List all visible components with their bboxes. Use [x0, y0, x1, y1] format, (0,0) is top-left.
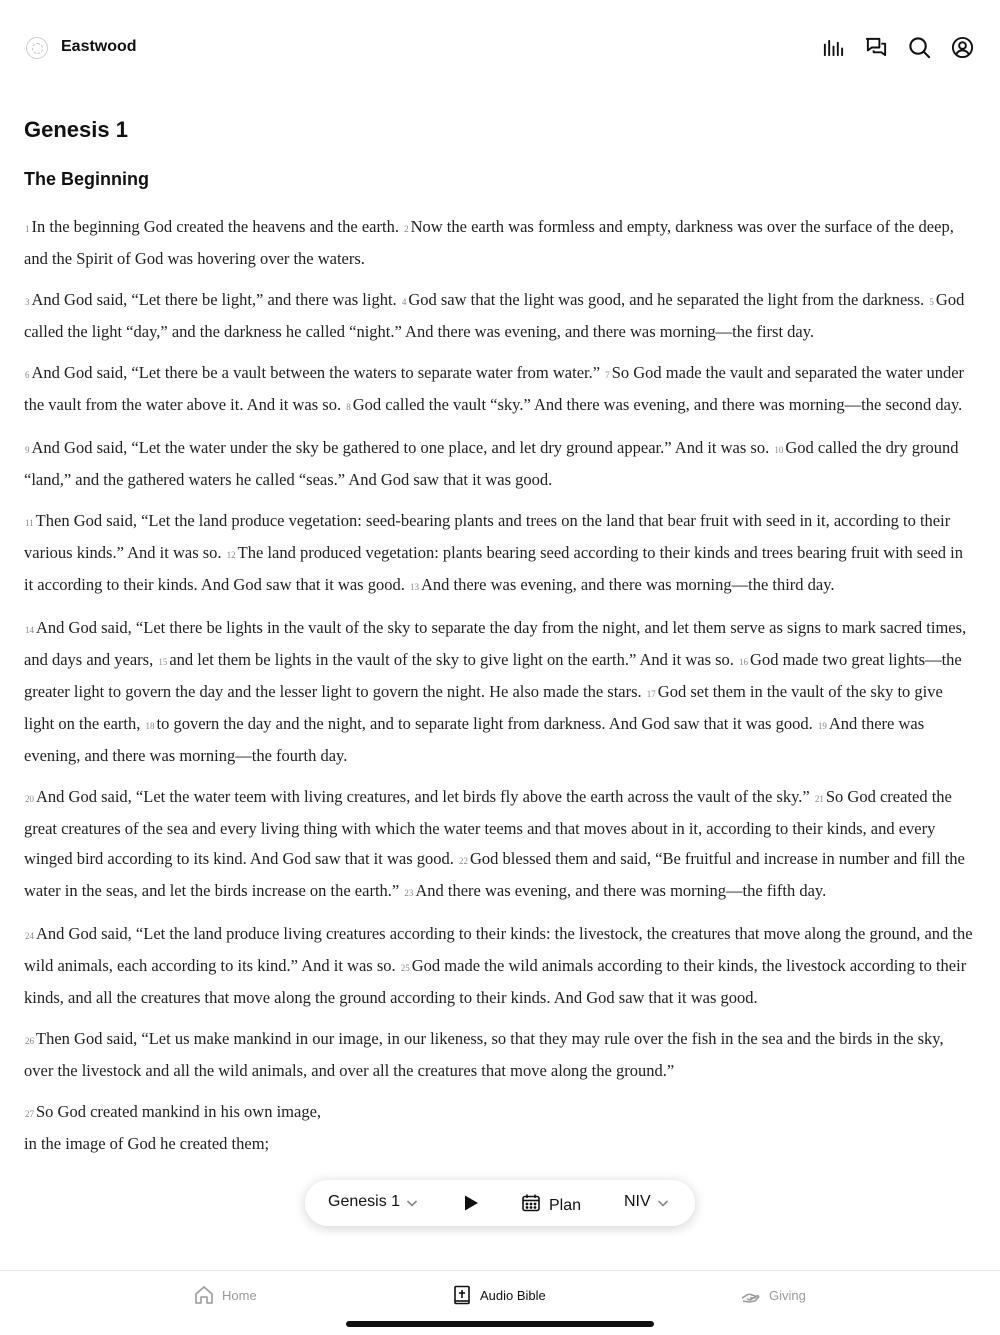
bible-reader[interactable] [24, 112, 976, 1270]
tab-audio-bible-label: Audio Bible [480, 1287, 546, 1303]
section-heading: The Beginning [24, 169, 149, 189]
verse-text[interactable]: And God said, “Let the land produce living creatures according to their kinds: the livestock, the creatures that move along the ground, and the wild animals, each according to its kind.” And it was so. [24, 924, 973, 975]
chevron-down-icon [406, 1196, 418, 1208]
verse-number[interactable]: 14 [25, 625, 34, 635]
bible-icon [452, 1285, 472, 1305]
poetry-line[interactable]: in the image of God he created them; [24, 1134, 270, 1153]
plan-button[interactable] [521, 1193, 581, 1218]
paragraph [24, 433, 976, 495]
verse-number[interactable]: 16 [739, 657, 749, 667]
verse-text[interactable]: Then God said, “Let us make mankind in our image, in our likeness, so that they may rule over the fish in the sea and the birds in the sky, over the livestock and all the wild animals, and over all the creatures that move along the ground.” [24, 1029, 944, 1080]
verse-number[interactable]: 12 [226, 550, 236, 560]
verse-number[interactable]: 22 [459, 856, 468, 866]
verse-text[interactable]: to govern the day and the night, and to separate light from darkness. And God saw that it was good. [156, 714, 813, 733]
paragraph [24, 212, 976, 274]
verse-number[interactable]: 23 [404, 888, 414, 898]
verse-text[interactable]: So God created the great creatures of the sea and every living thing with which the water teems and that moves about in it, according to their kinds, and every winged bird according to its kind. And God saw that it was good. [24, 787, 952, 868]
verse-text[interactable]: And God said, “Let the water under the sky be gathered to one place, and let dry ground appear.” And it was so. [31, 438, 770, 457]
tab-home-label: Home [222, 1287, 257, 1303]
tab-audio-bible[interactable] [452, 1285, 546, 1305]
verse-number[interactable]: 13 [409, 582, 419, 592]
verse-number[interactable]: 2 [404, 224, 409, 234]
verse-text[interactable]: God blessed them and said, “Be fruitful and increase in number and fill the water in the seas, and let the birds increase on the earth.” [24, 849, 965, 900]
verse-number[interactable]: 24 [25, 931, 34, 941]
verse-text[interactable]: God made the wild animals according to their kinds, the livestock according to their kinds, and all the creatures that move along the ground according to their kinds. And God saw that it was good. [24, 956, 967, 1007]
verse-number[interactable]: 3 [25, 297, 30, 307]
verse-text[interactable]: The land produced vegetation: plants bearing seed according to their kinds and trees bearing fruit with seed in it according to their kinds. And God saw that it was good. [24, 543, 963, 594]
paragraph [24, 358, 976, 422]
calendar-icon [521, 1193, 541, 1218]
verse-number[interactable]: 1 [25, 224, 30, 234]
verse-number[interactable]: 15 [158, 657, 168, 667]
verse-text[interactable]: God called the vault “sky.” And there was evening, and there was morning—the second day. [352, 395, 963, 414]
tab-home[interactable] [194, 1285, 257, 1305]
verse-number[interactable]: 27 [25, 1109, 34, 1119]
verse-text[interactable]: And God said, “Let the water teem with living creatures, and let birds fly above the earth across the vault of the sky.” [36, 787, 810, 806]
verse-text[interactable]: God set them in the vault of the sky to give light on the earth, [24, 682, 943, 733]
verse-text[interactable]: God saw that the light was good, and he separated the light from the darkness. [408, 290, 925, 309]
verse-text[interactable]: And there was evening, and there was morning—the fifth day. [415, 881, 827, 900]
brand-name[interactable]: Eastwood [61, 38, 137, 55]
church-logo-icon[interactable] [26, 37, 48, 59]
verse-text[interactable]: God called the dry ground “land,” and the gathered waters he called “seas.” And God saw that it was good. [24, 438, 959, 489]
verse-number[interactable]: 20 [25, 794, 34, 804]
verse-text[interactable]: and let them be lights in the vault of the sky to give light on the earth.” And it was so. [169, 650, 734, 669]
verse-number[interactable]: 7 [605, 370, 610, 380]
chevron-down-icon [657, 1196, 669, 1208]
search-icon[interactable] [908, 36, 931, 59]
paragraph [24, 919, 976, 1013]
verse-text[interactable]: So God made the vault and separated the water under the vault from the water above it. And it was so. [24, 363, 965, 414]
verse-number[interactable]: 21 [814, 794, 824, 804]
verse-number[interactable]: 6 [25, 370, 30, 380]
top-actions [822, 36, 974, 59]
passage-text [24, 212, 976, 1159]
verse-text[interactable]: Then God said, “Let the land produce vegetation: seed-bearing plants and trees on the land that bear fruit with seed in it, according to their various kinds.” And it was so. [24, 511, 951, 562]
verse-number[interactable]: 18 [145, 721, 155, 731]
home-icon [194, 1285, 214, 1305]
version-selector[interactable] [624, 1193, 669, 1211]
verse-number[interactable]: 4 [401, 297, 407, 307]
verse-number[interactable]: 5 [929, 297, 934, 307]
verse-text[interactable]: And God said, “Let there be light,” and there was light. [31, 290, 397, 309]
verse-text[interactable]: And God said, “Let there be lights in the vault of the sky to separate the day from the night, and let them serve as signs to mark sacred times, and days and years, [24, 618, 967, 669]
verse-text[interactable]: And there was evening, and there was morning—the fourth day. [24, 714, 925, 765]
chapter-selector-label: Genesis 1 [328, 1193, 401, 1210]
verse-text[interactable]: God called the light “day,” and the darkness he called “night.” And there was evening, and there was morning—the first day. [24, 290, 965, 341]
top-bar [0, 0, 1000, 96]
paragraph [24, 782, 976, 908]
verse-text[interactable]: In the beginning God created the heavens and the earth. [31, 217, 399, 236]
verse-text[interactable]: Now the earth was formless and empty, darkness was over the surface of the deep, and the Spirit of God was hovering over the waters. [24, 217, 954, 268]
verse-number[interactable]: 17 [646, 689, 656, 699]
account-icon[interactable] [951, 36, 974, 59]
poetry-line[interactable]: So God created mankind in his own image, [36, 1102, 322, 1121]
verse-number[interactable]: 8 [346, 402, 351, 412]
paragraph [24, 285, 976, 347]
chapter-selector[interactable] [328, 1193, 418, 1211]
verse-text[interactable]: And there was evening, and there was morning—the third day. [420, 575, 835, 594]
paragraph [24, 1024, 976, 1086]
verse-number[interactable]: 9 [25, 445, 30, 455]
verse-number[interactable]: 10 [774, 445, 784, 455]
home-indicator [346, 1321, 654, 1327]
paragraph [24, 506, 976, 602]
chat-icon[interactable] [865, 36, 888, 59]
tab-giving[interactable] [741, 1285, 806, 1305]
chapter-title: Genesis 1 [24, 117, 128, 142]
paragraph [24, 613, 976, 771]
poetry-block [24, 1097, 976, 1159]
plan-label: Plan [549, 1196, 582, 1214]
verse-text[interactable]: And God said, “Let there be a vault between the waters to separate water from water.” [31, 363, 601, 382]
verse-number[interactable]: 26 [25, 1036, 34, 1046]
verse-text[interactable]: God made two great lights—the greater light to govern the day and the lesser light to govern the night. He also made the stars. [24, 650, 962, 701]
verse-number[interactable]: 19 [817, 721, 827, 731]
play-icon[interactable] [462, 1194, 480, 1212]
verse-number[interactable]: 25 [400, 963, 410, 973]
version-label: NIV [624, 1193, 651, 1210]
tab-giving-label: Giving [769, 1287, 806, 1303]
verse-number[interactable]: 11 [25, 518, 34, 528]
audio-player-bar [305, 1180, 695, 1226]
audio-bars-icon[interactable] [822, 36, 845, 59]
giving-hand-icon [741, 1285, 761, 1305]
